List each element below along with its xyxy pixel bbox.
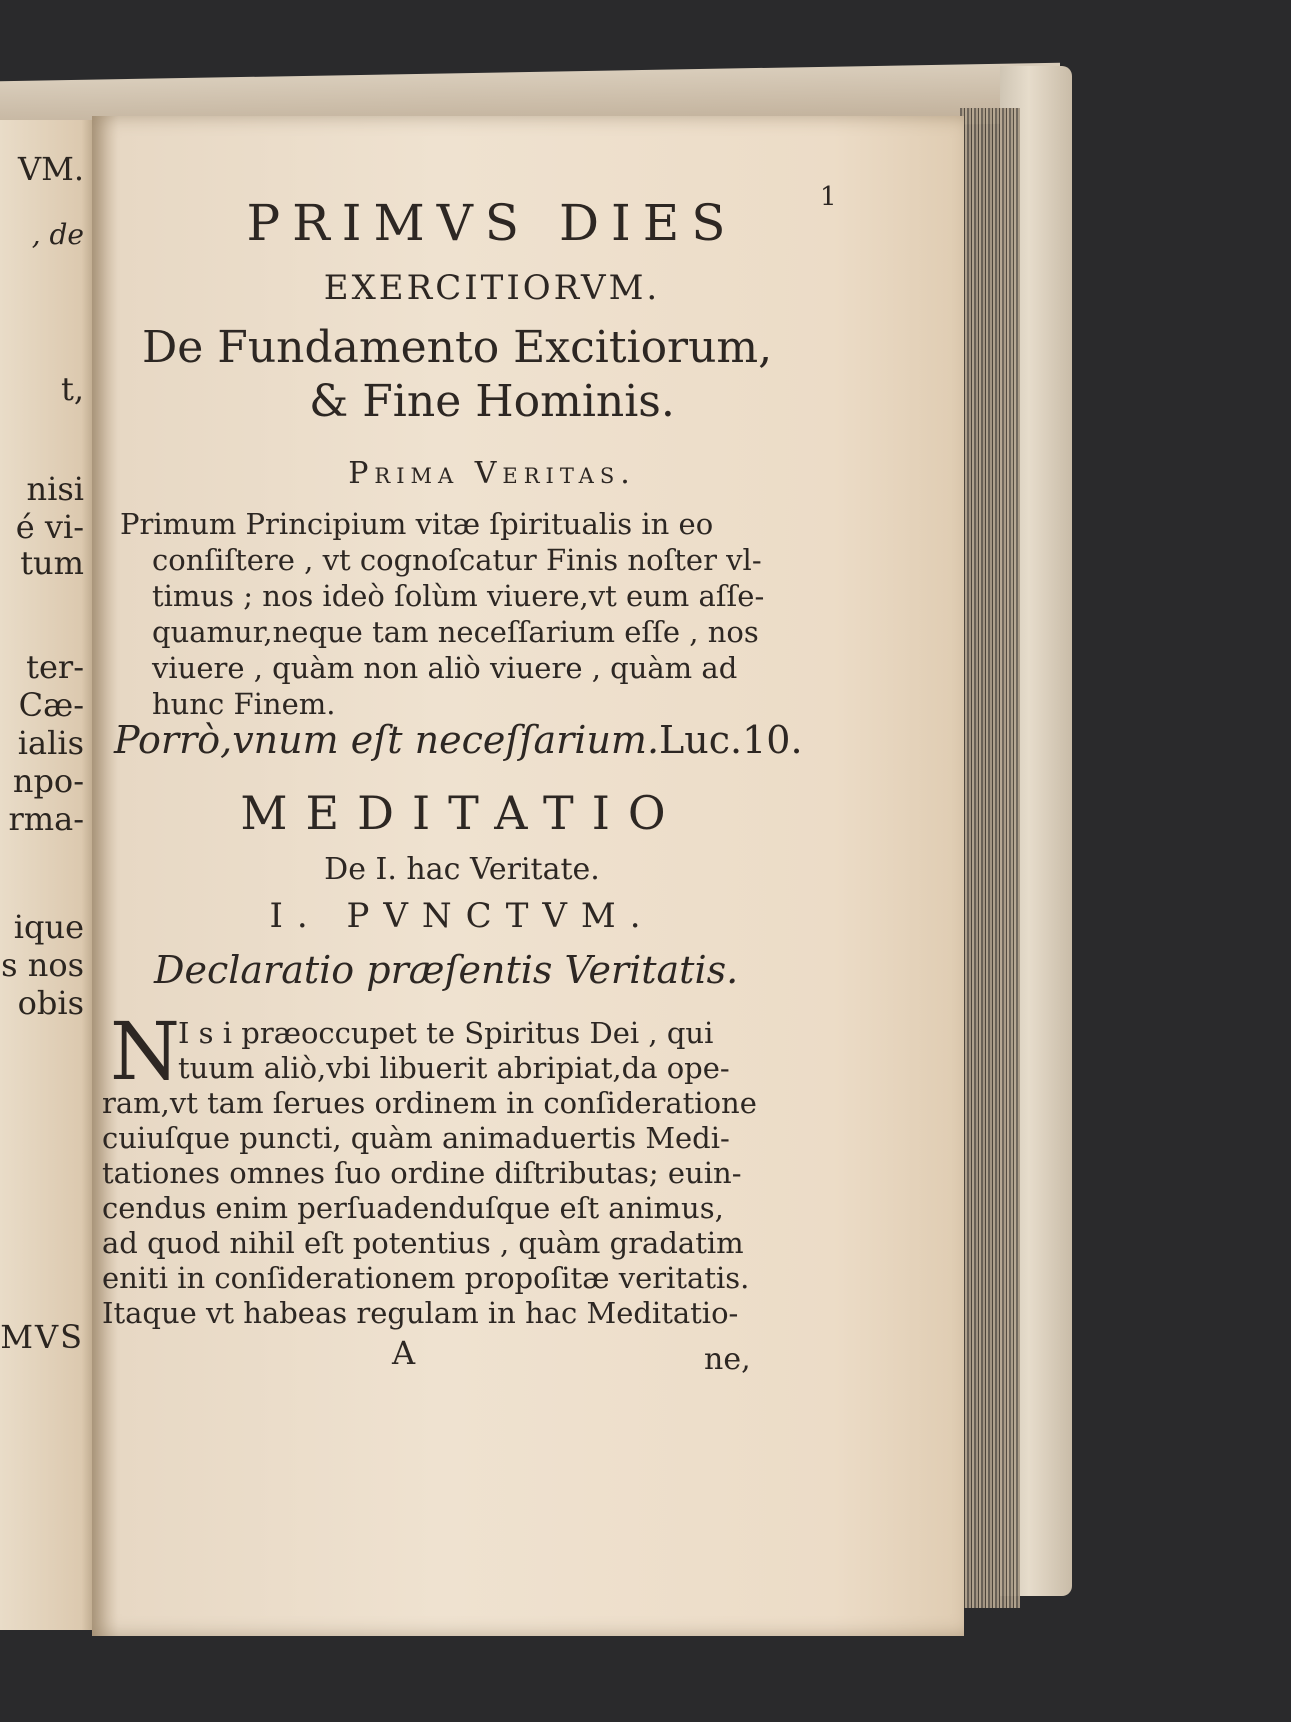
left-fragment: s nos [1,946,84,984]
text-line: I s i præoccupet te Spiritus Dei , qui [178,1016,714,1050]
left-page [0,120,96,1630]
meditatio-heading: MEDITATIO [240,786,684,840]
text-line: conſiſtere , vt cognoſcatur Finis noſter vl- [152,543,762,577]
text-line: cuiuſque puncti, quàm animaduertis Medi- [102,1121,730,1155]
text-line: ad quod nihil eſt potentius , quàm gradatim [102,1226,744,1260]
left-fragment: é vi- [15,508,84,546]
motto-text: Porrò,vnum eſt neceſſarium. [114,718,660,762]
text-line: ram,vt tam ſerues ordinem in conſideratione [102,1086,757,1120]
left-fragment: , de [31,218,84,251]
text-line: viuere , quàm non aliò viuere , quàm ad [152,651,738,685]
left-fragment: ialis [17,724,84,762]
section-heading: Prima Veritas. [348,456,636,491]
declaratio-heading: Declaratio præſentis Veritatis. [154,948,739,992]
text-line: cendus enim perſuadenduſque eſt animus, [102,1191,724,1225]
page-number: 1 [820,182,837,212]
body-paragraph [102,1016,757,1331]
left-fragment: ter- [26,648,84,686]
left-fragment: Cæ- [18,686,84,724]
subtitle-line-1: De Fundamento Excitiorum, [142,322,773,373]
text-line: Primum Principium vitæ ſpiritualis in eo [120,507,714,541]
veritas-paragraph [120,506,764,722]
title-line-1: PRIMVS DIES [246,194,738,252]
meditatio-subheading: De I. hac Veritate. [324,852,600,887]
left-fragment: nisi [26,470,84,508]
left-fragment: t, [60,370,84,408]
left-fragment: npo- [12,762,84,800]
subtitle-line-2: & Fine Hominis. [309,376,675,427]
text-line: hunc Finem. [152,687,336,721]
title-line-2: EXERCITIORVM. [323,268,661,308]
left-fragment: obis [17,984,84,1022]
page-fore-edge [960,108,1020,1608]
left-fragment: VM. [17,150,84,188]
text-line: Itaque vt habeas regulam in hac Meditatio- [102,1296,739,1330]
drop-cap: N [110,1005,180,1098]
left-fragment: tum [20,544,84,582]
signature-mark: A [392,1334,416,1372]
text-line: eniti in conſiderationem propoſitæ veritatis. [102,1261,750,1295]
left-fragment: rma- [8,800,84,838]
catchword: ne, [704,1342,751,1377]
punctum-heading: I. PVNCTVM. [269,896,655,936]
left-fragment: ique [13,908,84,946]
text-line: timus ; nos ideò ſolùm viuere,vt eum aſſe- [152,579,765,613]
text-line: tuum aliò,vbi libuerit abripiat,da ope- [178,1051,730,1085]
right-page [92,116,964,1636]
text-line: tationes omnes ſuo ordine diſtributas; euin- [102,1156,742,1190]
motto-reference: Luc.10. [659,718,803,762]
text-line: quamur,neque tam neceſſarium eſſe , nos [152,615,759,649]
motto [114,718,803,762]
left-fragment: MVS [0,1318,84,1356]
